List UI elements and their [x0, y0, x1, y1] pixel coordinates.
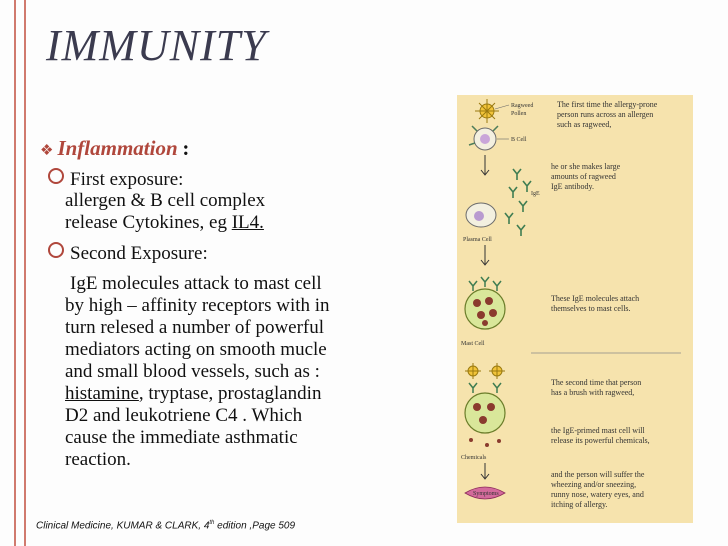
mast-cell-icon [465, 277, 505, 329]
label-chemicals: Chemicals [461, 455, 487, 461]
arrow-down-icon [481, 463, 489, 479]
heading-inflammation: Inflammation [57, 136, 178, 160]
first-exposure-label: First exposure: [70, 169, 184, 190]
mast-cell-icon-2 [465, 383, 505, 447]
circle-bullet-icon [48, 242, 64, 258]
histamine-link[interactable]: histamine [65, 383, 139, 404]
second-line-4: mediators acting on smooth mucle [65, 339, 327, 360]
caption-4 [551, 378, 641, 397]
plasma-cell-icon [466, 203, 496, 227]
second-line-3: turn relesed a number of powerful [65, 317, 325, 338]
citation-footer [36, 520, 295, 531]
citation-superscript: th [209, 520, 215, 526]
caption-5-line-2: release its powerful chemicals, [551, 436, 650, 445]
allergy-diagram [457, 95, 693, 523]
allergy-diagram-svg [457, 95, 693, 523]
heading-colon: : [182, 136, 190, 160]
caption-2-line-2: amounts of ragweed [551, 172, 616, 181]
second-exposure-label: Second Exposure: [70, 243, 208, 264]
diamond-bullet-icon: ❖ [40, 143, 54, 159]
caption-2-line-1: he or she makes large [551, 162, 621, 171]
slide-title: IMMUNITY [46, 21, 267, 70]
caption-1-line-3: such as ragweed, [557, 120, 612, 129]
caption-4-line-2: has a brush with ragweed, [551, 388, 635, 397]
caption-3-line-1: These IgE molecules attach [551, 294, 640, 303]
caption-6-line-3: runny nose, watery eyes, and [551, 490, 644, 499]
caption-6-line-1: and the person will suffer the [551, 470, 645, 479]
caption-2 [551, 162, 621, 191]
label-plasma-cell: Plasma Cell [463, 237, 492, 243]
bullet-inflammation [40, 138, 189, 162]
second-line-9: reaction. [65, 449, 131, 470]
second-line-8: cause the immediate asthmatic [65, 427, 298, 448]
first-exposure-line-3-text: release Cytokines, eg [65, 212, 232, 233]
second-line-6-text: , tryptase, prostaglandin [138, 383, 322, 404]
second-line-7: D2 and leukotriene C4 . Which [65, 405, 303, 426]
caption-5-line-1: the IgE-primed mast cell will [551, 426, 645, 435]
caption-6-line-2: wheezing and/or sneezing, [551, 480, 637, 489]
caption-5 [551, 426, 650, 445]
label-b-cell: B Cell [511, 137, 527, 143]
bullet-first-exposure [48, 168, 183, 190]
left-border-decoration [14, 0, 26, 546]
caption-4-line-1: The second time that person [551, 378, 642, 387]
caption-6 [551, 470, 645, 509]
second-line-1: IgE molecules attack to mast cell [70, 273, 322, 294]
label-pollen: Pollen [511, 111, 527, 117]
caption-1-line-2: person runs across an allergen [557, 110, 654, 119]
citation-text: Clinical Medicine, KUMAR & CLARK, 4 [36, 520, 210, 532]
first-exposure-line-3 [65, 212, 264, 233]
caption-6-line-4: itching of allergy. [551, 500, 608, 509]
arrow-down-icon [481, 245, 489, 265]
il4-link[interactable]: IL4. [231, 212, 264, 233]
caption-1-line-1: The first time the allergy-prone [557, 100, 658, 109]
label-ragweed: Ragweed [511, 103, 534, 109]
bullet-second-exposure [48, 242, 208, 264]
caption-3-line-2: themselves to mast cells. [551, 304, 631, 313]
circle-bullet-icon [48, 168, 64, 184]
caption-2-line-3: IgE antibody. [551, 182, 595, 191]
arrow-down-icon [481, 155, 489, 175]
ragweed-pollen-icon [475, 99, 499, 123]
first-exposure-line-2: allergen & B cell complex [65, 190, 266, 211]
symptoms-icon [465, 487, 505, 499]
second-line-5: and small blood vessels, such as : [65, 361, 320, 382]
ragweed-pollen-icon-2 [465, 363, 505, 379]
label-symptoms: Symptoms [473, 491, 499, 497]
caption-3 [551, 294, 639, 313]
label-ige: IgE [531, 191, 540, 197]
citation-text-end: edition ,Page 509 [214, 520, 296, 532]
b-cell-icon [469, 126, 498, 150]
caption-1 [557, 100, 658, 129]
ige-antibody-icons [505, 169, 531, 236]
second-line-6 [65, 383, 321, 404]
label-mast-cell: Mast Cell [461, 341, 485, 347]
second-line-2: by high – affinity receptors with in [65, 295, 330, 316]
